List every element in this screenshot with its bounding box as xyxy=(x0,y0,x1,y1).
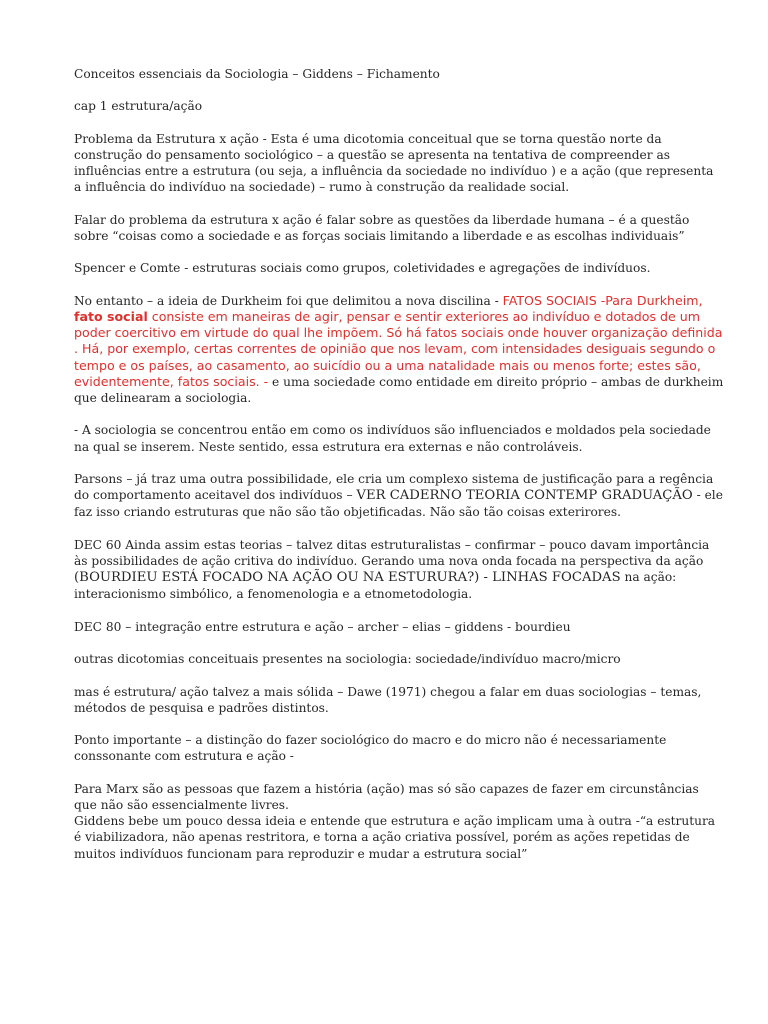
social-facts-lead: FATOS SOCIAIS -Para Durkheim, xyxy=(502,292,703,308)
bourdieu-note: (BOURDIEU ESTÁ FOCADO NA AÇÃO OU NA ESTURURA?) - LINHAS FOCADAS xyxy=(74,570,621,586)
paragraph-structure-action: Problema da Estrutura x ação - Esta é uma dicotomia conceitual que se torna questão norte da construção do pensamento sociológico – a questão se apresenta na tentativa de compreender as influências entre a estrutura (ou seja, a influência da sociedade no indivíduo ) e a ação (que representa a influência do indivíduo na sociedade) – rumo à construção da realidade social. xyxy=(74,131,714,195)
paragraph-macro-micro: Ponto importante – a distinção do fazer sociológico do macro e do micro não é necessariamente conssonante com estrutura e ação - xyxy=(74,733,667,764)
paragraph-bourdieu-question xyxy=(74,569,724,602)
document-body xyxy=(74,66,724,878)
social-facts-definition: consiste em maneiras de agir, pensar e sentir exteriores ao indivíduo e dotados de um poder coercitivo em virtude do qual lhe impõem. Só há fatos sociais onde houver organização definida . Há, por exemplo, certas correntes de opinião que nos levam, com intensidades desiguais segundo o tempo e os países, ao casamento, ao suicídio ou a uma natalidade mais ou menos forte; estes são, evidentemente, fatos sociais. - xyxy=(74,308,723,389)
action-lines-text: na ação: interacionismo simbólico, a fenomenologia e a etnometodologia. xyxy=(74,570,677,602)
durkheim-closing-text: e uma sociedade como entidade em direito próprio – ambas de durkheim que delinearam a sociologia. xyxy=(74,374,724,405)
paragraph-other-dichotomies: outras dicotomias conceituais presentes na sociologia: sociedade/indivíduo macro/micro xyxy=(74,652,621,667)
chapter-heading: cap 1 estrutura/ação xyxy=(74,99,203,114)
paragraph-parsons xyxy=(74,471,724,521)
paragraph-dec-80: DEC 80 – integração entre estrutura e ação – archer – elias – giddens - bourdieu xyxy=(74,619,571,634)
parsons-note: VER CADERNO TEORIA CONTEMP GRADUAÇÃO xyxy=(356,488,693,504)
paragraph-marx: Para Marx são as pessoas que fazem a história (ação) mas só são capazes de fazer em circunstâncias que não são essencialmente livres. xyxy=(74,781,699,812)
paragraph-giddens: Giddens bebe um pouco dessa ideia e entende que estrutura e ação implicam uma à outra -“a estrutura é viabilizadora, não apenas restritora, e torna a ação criativa possível, porém as ações repetidas de muitos indivíduos funcionam para reproduzir e mudar a estrutura social” xyxy=(74,814,716,861)
paragraph-dawe: mas é estrutura/ ação talvez a mais sólida – Dawe (1971) chegou a falar em duas sociologias – temas, métodos de pesquisa e padrões distintos. xyxy=(74,684,702,715)
paragraph-freedom: Falar do problema da estrutura x ação é falar sobre as questões da liberdade humana – é a questão sobre “coisas como a sociedade e as forças sociais limitando a liberdade e as escolhas individuais” xyxy=(74,212,690,243)
durkheim-intro-text: No entanto – a ideia de Durkheim foi que delimitou a nova discilina - xyxy=(74,293,503,308)
parsons-intro-text: Parsons – já traz uma outra possibilidade, ele cria um complexo sistema de justificação para a regência do comportamento aceitavel dos indivíduos – xyxy=(74,471,714,503)
document-title: Conceitos essenciais da Sociologia – Giddens – Fichamento xyxy=(74,67,440,81)
paragraph-spencer-comte: Spencer e Comte - estruturas sociais como grupos, coletividades e agregações de indivíduos. xyxy=(74,261,651,276)
paragraph-sociology-focus: - A sociologia se concentrou então em como os indivíduos são influenciados e moldados pela sociedade na qual se inserem. Neste sentido, essa estrutura era externas e não controláveis. xyxy=(74,423,711,454)
social-fact-term: fato social xyxy=(74,308,148,324)
paragraph-dec-60: DEC 60 Ainda assim estas teorias – talvez ditas estruturalistas – confirmar – pouco davam importância às possibilidades de ação critiva do indivíduo. Gerando uma nova onda focada na perspectiva da ação xyxy=(74,537,710,568)
parsons-closing-text: - ele faz isso criando estruturas que não são tão objetificadas. Não são tão coisas exterirores. xyxy=(74,488,723,520)
paragraph-durkheim xyxy=(74,293,724,406)
